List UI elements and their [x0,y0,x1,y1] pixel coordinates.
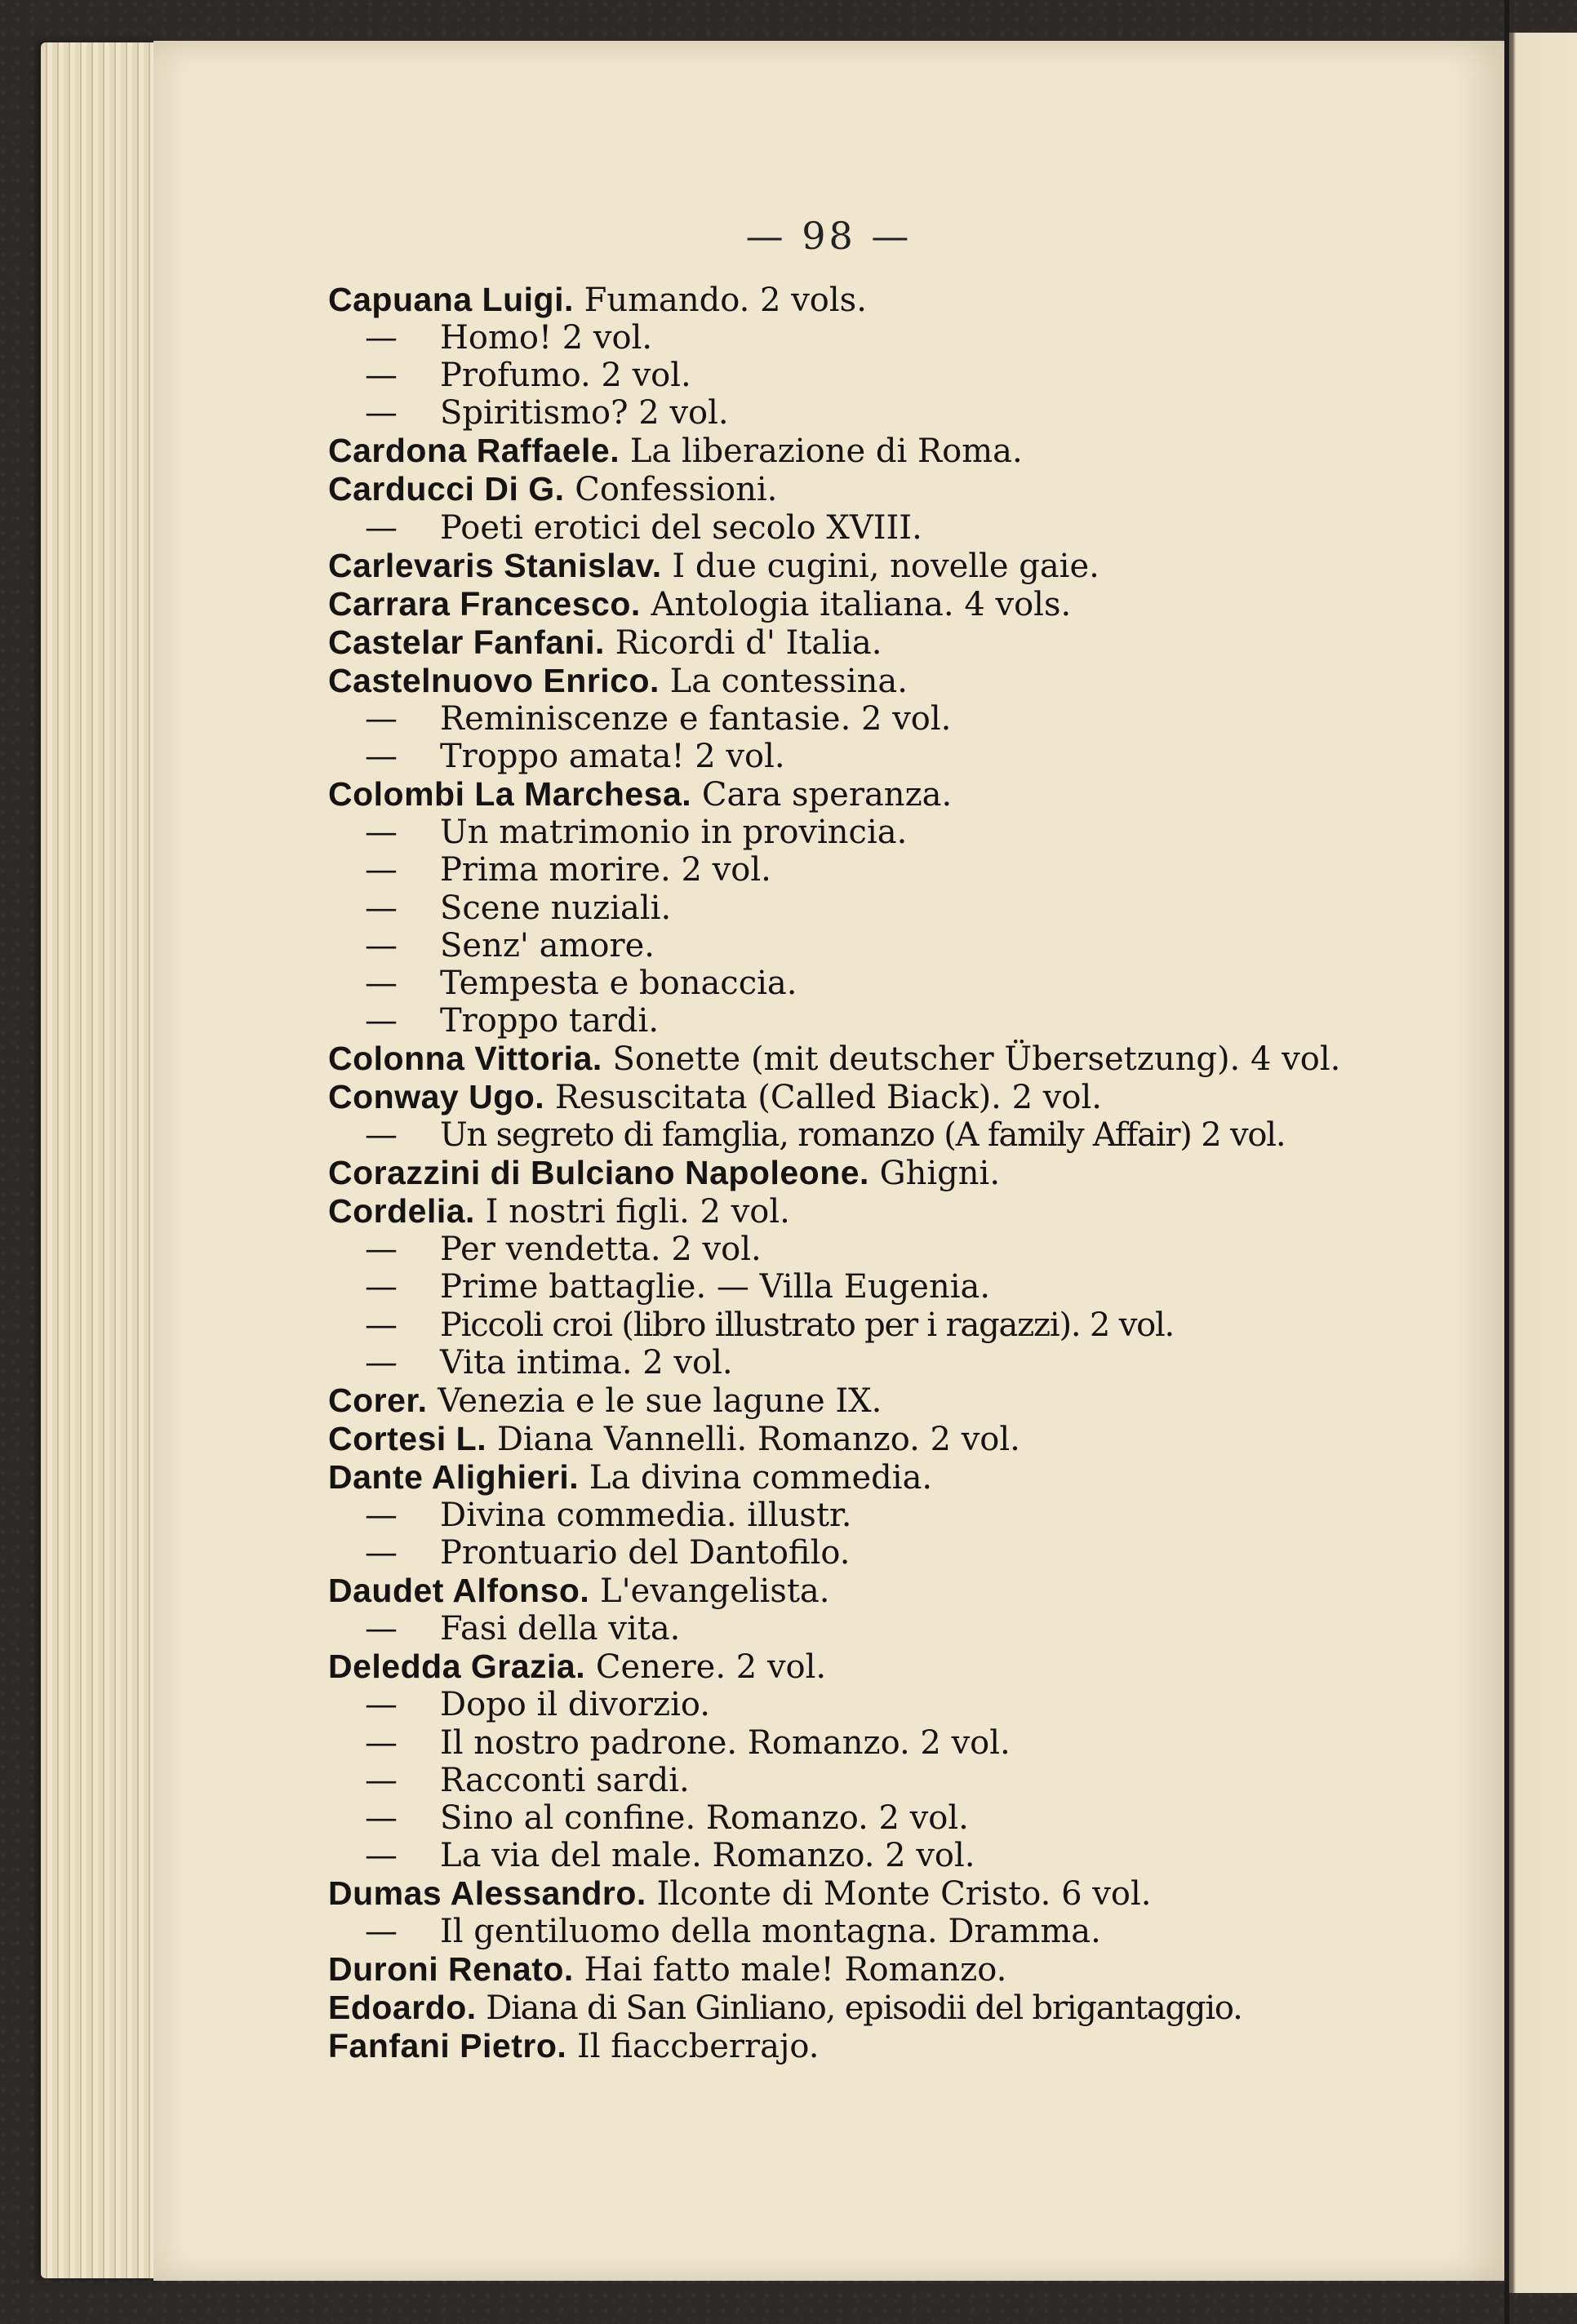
catalog-entry [328,1913,1455,1950]
catalog-entry [328,1420,1455,1458]
entry-title: Sonette (mit deutscher Übersetzung). 4 vol. [612,1040,1341,1078]
ditto-dash: — [365,851,398,889]
entry-title: Reminiscenze e fantasie. 2 vol. [440,700,952,738]
entry-title: L'evangelista. [600,1572,830,1611]
ditto-dash: — [365,1001,398,1040]
entry-author: Dante Alighieri. [328,1457,580,1496]
entry-title: La contessina. [669,662,908,700]
entry-title: I nostri figli. 2 vol. [485,1193,790,1231]
catalog-entry [328,738,1455,775]
entry-title: Homo! 2 vol. [440,319,653,357]
ditto-dash: — [365,357,398,395]
ditto-dash: — [365,700,398,738]
ditto-dash: — [365,1231,398,1269]
catalog-entry [328,1116,1455,1154]
catalog-entry [328,623,1455,662]
ditto-dash: — [365,1761,398,1799]
catalog-entry [328,700,1455,738]
ditto-dash: — [365,814,398,852]
entry-title: La via del male. Romanzo. 2 vol. [440,1836,975,1874]
catalog-entry [328,1534,1455,1572]
ditto-dash: — [365,1343,398,1382]
entry-title: Scene nuziali. [440,889,672,927]
entry-title: Diana di San Ginliano, episodii del brigantaggio. [486,1989,1242,2028]
catalog-entry [328,1192,1455,1231]
page-edges [41,42,159,2278]
entry-author: Capuana Luigi. [328,281,574,318]
entry-author: Colonna Vittoria. [328,1039,602,1077]
catalog-entry [328,1458,1455,1497]
catalog-entry [328,851,1455,889]
entry-title: I due cugini, novelle gaie. [672,547,1099,585]
catalog-entry [328,1497,1455,1534]
ditto-dash: — [365,1268,398,1306]
facing-page-edge [1504,33,1577,2293]
entry-title: Prontuario del Dantofilo. [440,1534,851,1572]
catalog-entry [328,814,1455,851]
catalog-entry [328,509,1455,547]
catalog-entry [328,319,1455,357]
catalog-list [328,281,1455,2065]
catalog-entry [328,470,1455,508]
catalog-entry [328,357,1455,394]
ditto-dash: — [365,1686,398,1724]
entry-author: Duroni Renato. [328,1950,574,1989]
entry-title: Piccoli croi (libro illustrato per i ragazzi). 2 vol. [440,1306,1175,1344]
ditto-dash: — [365,1798,398,1837]
catalog-entry [328,1002,1455,1040]
entry-title: Antologia italiana. 4 vols. [651,585,1072,623]
binding-gutter [1504,0,1509,2324]
entry-author: Edoardo. [328,1989,477,2027]
ditto-dash: — [365,1723,398,1762]
catalog-entry [328,432,1455,470]
entry-title: Resuscitata (Called Biack). 2 vol. [554,1078,1102,1116]
catalog-entry [328,1874,1455,1913]
ditto-dash: — [365,1913,398,1951]
catalog-entry [328,1950,1455,1989]
catalog-entry [328,1154,1455,1192]
entry-title: Racconti sardi. [440,1761,690,1799]
entry-title: Profumo. 2 vol. [440,357,691,395]
entry-title: Confessioni. [575,471,778,509]
entry-title: Prima morire. 2 vol. [440,851,771,889]
entry-title: Sino al confine. Romanzo. 2 vol. [440,1798,969,1837]
catalog-entry [328,394,1455,432]
ditto-dash: — [365,319,398,357]
entry-title: Senz' amore. [440,926,655,965]
entry-author: Carlevaris Stanislav. [328,546,662,584]
entry-title: Il gentiluomo della montagna. Dramma. [440,1913,1101,1951]
entry-title: Il fiaccberrajo. [576,2028,820,2066]
entry-title: Troppo amata! 2 vol. [440,738,785,776]
entry-title: Un matrimonio in provincia. [440,814,908,852]
entry-title: Un segreto di famglia, romanzo (A family Affair) 2 vol. [440,1116,1286,1155]
catalog-entry [328,1382,1455,1420]
entry-title: Divina commedia. illustr. [440,1497,852,1534]
entry-title: Cara speranza. [701,776,953,814]
catalog-entry [328,1231,1455,1268]
ditto-dash: — [365,394,398,432]
entry-title: Hai fatto male! Romanzo. [584,1951,1007,1989]
entry-author: Dumas Alessandro. [328,1874,646,1912]
catalog-entry [328,775,1455,814]
ditto-dash: — [365,1610,398,1648]
entry-title: Prime battaglie. — Villa Eugenia. [440,1268,991,1306]
entry-author: Colombi La Marchesa. [328,775,692,814]
page-number: — 98 — [745,214,913,258]
entry-author: Castelar Fanfani. [328,623,605,661]
entry-author: Deledda Grazia. [328,1648,586,1686]
catalog-entry [328,2027,1455,2065]
entry-title: Poeti erotici del secolo XVIII. [440,508,922,547]
catalog-entry [328,927,1455,965]
entry-author: Cordelia. [328,1192,475,1231]
ditto-dash: — [365,1497,398,1534]
catalog-entry [328,1989,1455,2027]
catalog-entry [328,585,1455,623]
entry-author: Corazzini di Bulciano Napoleone. [328,1154,869,1192]
entry-title: La divina commedia. [589,1458,933,1497]
entry-author: Corer. [328,1381,428,1419]
ditto-dash: — [365,1836,398,1874]
entry-title: Spiritismo? 2 vol. [440,394,729,432]
entry-title: Tempesta e bonaccia. [440,964,797,1002]
ditto-dash: — [365,1534,398,1572]
entry-author: Castelnuovo Enrico. [328,661,660,699]
catalog-entry [328,1306,1455,1344]
entry-title: Vita intima. 2 vol. [440,1343,733,1382]
entry-author: Carducci Di G. [328,470,565,508]
entry-title: Cenere. 2 vol. [595,1648,827,1687]
entry-title: Diana Vannelli. Romanzo. 2 vol. [496,1420,1020,1458]
catalog-entry [328,1040,1455,1078]
entry-title: Ghigni. [879,1155,1001,1193]
catalog-entry [328,1648,1455,1686]
catalog-entry [328,1344,1455,1382]
entry-title: Troppo tardi. [440,1001,660,1040]
catalog-entry [328,547,1455,585]
catalog-entry [328,1762,1455,1799]
entry-title: Fasi della vita. [440,1610,681,1648]
entry-title: Ricordi d' Italia. [615,623,882,662]
entry-title: Per vendetta. 2 vol. [440,1231,762,1269]
ditto-dash: — [365,508,398,547]
catalog-entry [328,965,1455,1002]
entry-author: Cardona Raffaele. [328,432,620,470]
catalog-entry [328,1610,1455,1648]
catalog-entry [328,889,1455,927]
entry-author: Conway Ugo. [328,1077,545,1115]
entry-author: Daudet Alfonso. [328,1572,590,1610]
entry-title: Ilconte di Monte Cristo. 6 vol. [656,1874,1152,1913]
catalog-entry [328,281,1455,319]
ditto-dash: — [365,738,398,776]
ditto-dash: — [365,889,398,927]
entry-author: Cortesi L. [328,1419,487,1457]
entry-title: Dopo il divorzio. [440,1686,711,1724]
catalog-entry [328,1078,1455,1116]
ditto-dash: — [365,964,398,1002]
entry-author: Carrara Francesco. [328,584,641,623]
entry-title: Venezia e le sue lagune IX. [438,1382,882,1420]
catalog-entry [328,1268,1455,1306]
catalog-entry [328,1799,1455,1837]
ditto-dash: — [365,1116,397,1155]
entry-author: Fanfani Pietro. [328,2027,567,2065]
ditto-dash: — [365,926,398,965]
catalog-entry [328,1724,1455,1762]
catalog-entry [328,662,1455,700]
entry-title: Fumando. 2 vols. [584,282,867,319]
catalog-entry [328,1572,1455,1610]
entry-title: La liberazione di Roma. [629,432,1023,471]
catalog-entry [328,1686,1455,1723]
catalog-entry [328,1837,1455,1874]
entry-title: Il nostro padrone. Romanzo. 2 vol. [440,1723,1011,1762]
ditto-dash: — [365,1306,397,1344]
